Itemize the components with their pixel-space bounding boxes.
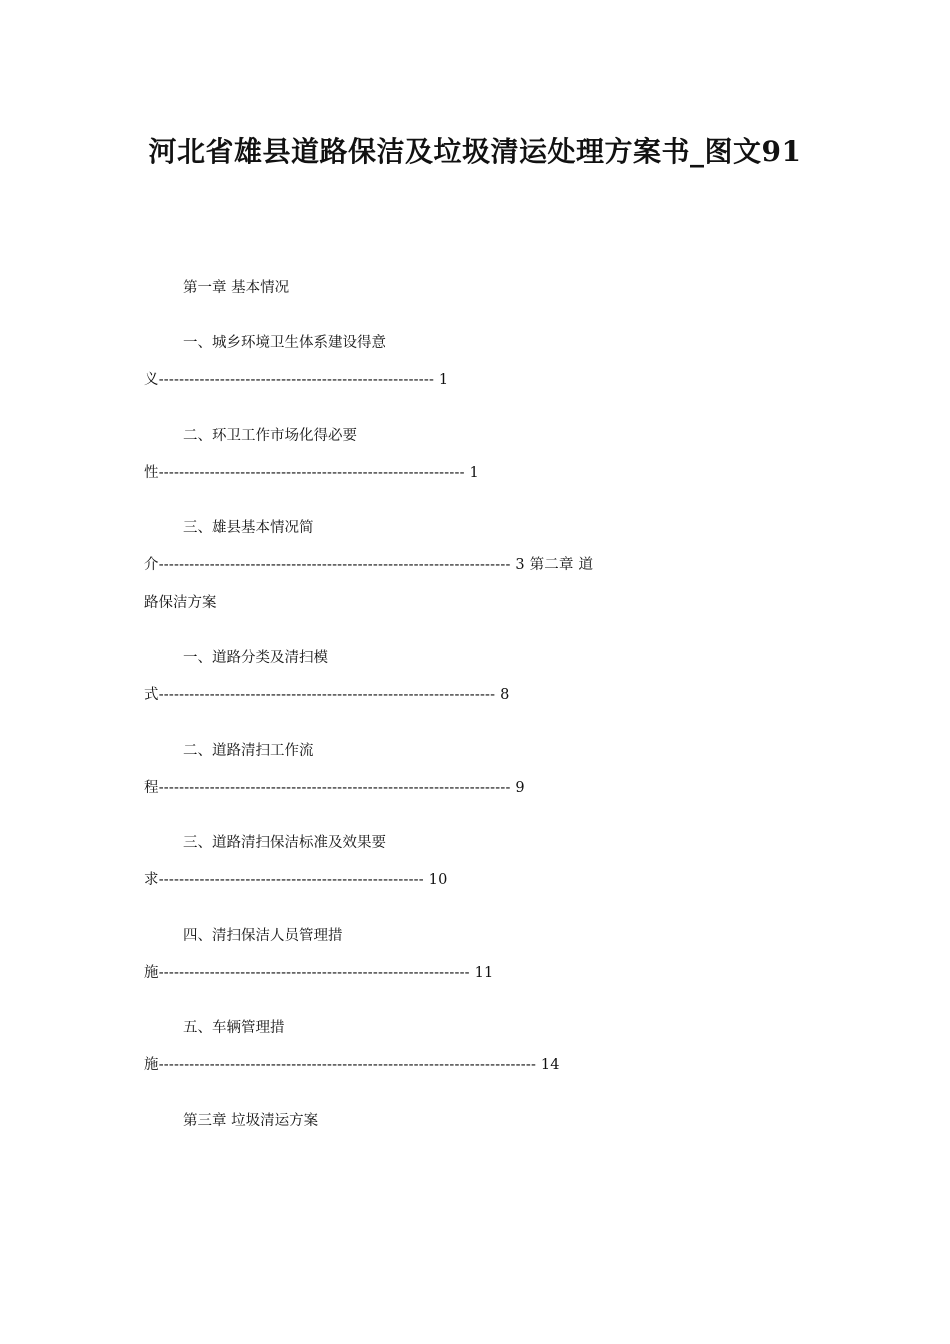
toc-entry-1-1: 一、城乡环境卫生体系建设得意 (183, 335, 386, 351)
toc-entry-2-2-leader: 程--------------------------------------------------------------------- 9 (144, 780, 525, 796)
toc-chapter-3: 第三章 垃圾清运方案 (183, 1113, 319, 1129)
toc-chapter-1: 第一章 基本情况 (183, 280, 290, 296)
toc-entry-1-3: 三、雄县基本情况简 (183, 520, 314, 536)
toc-entry-1-1-leader: 义------------------------------------------------------ 1 (144, 372, 449, 388)
toc-entry-2-1: 一、道路分类及清扫模 (183, 650, 328, 666)
toc-entry-2-5-leader: 施-------------------------------------------------------------------------- 14 (144, 1057, 560, 1073)
toc-entry-2-5: 五、车辆管理措 (183, 1020, 285, 1036)
toc-chapter-2-continuation: 路保洁方案 (144, 595, 217, 611)
toc-entry-2-3: 三、道路清扫保洁标准及效果要 (183, 835, 386, 851)
toc-entry-2-3-leader: 求---------------------------------------------------- 10 (144, 872, 448, 888)
toc-entry-2-4: 四、清扫保洁人员管理措 (183, 928, 343, 944)
toc-entry-2-4-leader: 施------------------------------------------------------------- 11 (144, 965, 494, 981)
toc-entry-1-3-leader: 介--------------------------------------------------------------------- 3 第二章 道 (144, 557, 594, 573)
toc-entry-1-2-leader: 性------------------------------------------------------------ 1 (144, 465, 479, 481)
toc-entry-1-2: 二、环卫工作市场化得必要 (183, 428, 357, 444)
document-title: 河北省雄县道路保洁及垃圾清运处理方案书_图文91 (148, 135, 802, 168)
toc-entry-2-2: 二、道路清扫工作流 (183, 743, 314, 759)
toc-entry-2-1-leader: 式------------------------------------------------------------------ 8 (144, 687, 510, 703)
